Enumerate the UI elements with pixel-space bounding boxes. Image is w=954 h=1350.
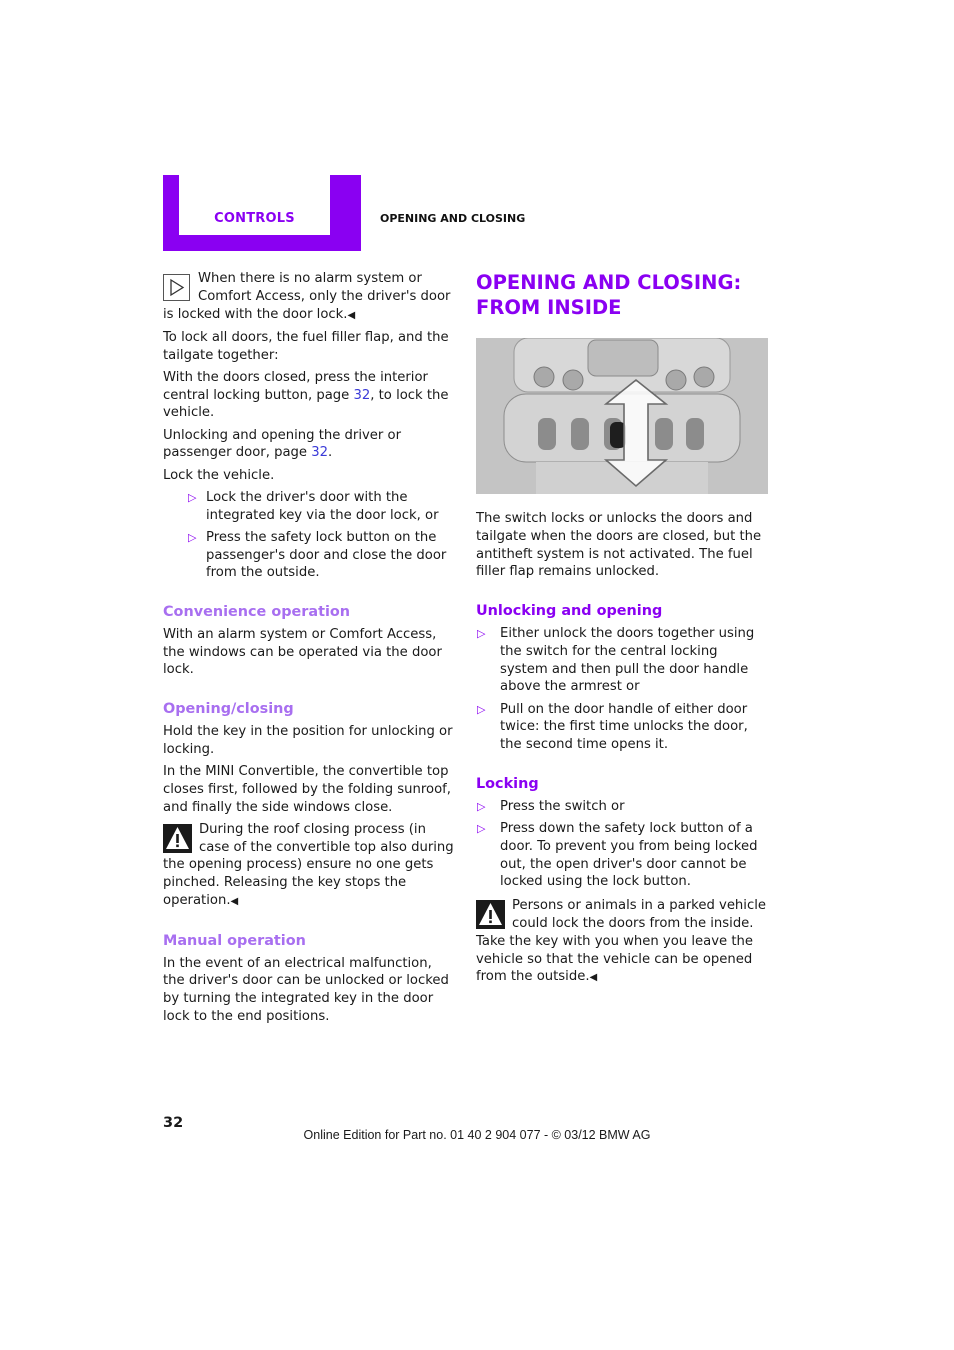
note-text: When there is no alarm system or Comfort Access, only the driver's door is locked with the door lock. [163,271,451,322]
central-locking-switch-photo [476,338,768,494]
warning-icon [163,824,192,853]
locking-list [476,798,768,891]
end-mark: ◀ [347,309,356,321]
manual-operation-heading: Manual operation [163,932,306,949]
lock-vehicle-text: Lock the vehicle. [163,467,275,483]
list-item-text: Lock the driver's door with the integrated key via the door lock, or [206,489,439,523]
list-item [476,798,768,816]
list-item-text: Either unlock the doors together using the switch for the central locking system and then pull the door handle above the armrest or [500,625,755,695]
manual-operation-text: In the event of an electrical malfunction, the driver's door can be unlocked or locked by turning the integrated key in the door lock to the end positions. [163,955,449,1025]
list-item [163,529,455,582]
list-item-text: Press the safety lock button on the passenger's door and close the door from the outside. [206,529,447,581]
section-tab [163,175,361,251]
triangle-bullet-icon: ▷ [477,626,486,640]
section-tab-inner [179,175,330,235]
unlocking-heading: Unlocking and opening [476,603,663,620]
opening-closing-heading: Opening/closing [163,701,294,718]
lock-options-list [163,489,455,582]
opening-closing-text-1: Hold the key in the position for unlocking or locking. [163,724,453,757]
unlocking-list [476,625,768,754]
note-paragraph [163,270,455,324]
page-number: 32 [163,1115,184,1131]
page-link[interactable]: 32 [353,387,371,403]
warning-paragraph [476,897,768,987]
end-mark: ◀ [589,972,598,984]
opening-closing-text-2: In the MINI Convertible, the convertible top closes first, followed by the folding sunroof, and finally the side windows close. [163,764,451,815]
footer-text: Online Edition for Part no. 01 40 2 904 077 - © 03/12 BMW AG [303,1128,651,1142]
lock-all-text [163,369,455,422]
page-link[interactable]: 32 [311,445,328,461]
warning-text: Persons or animals in a parked vehicle could lock the doors from the inside. Take the key with you when you leave the vehicle so that the vehicle can be opened from the outside. [476,898,766,985]
end-mark: ◀ [230,896,239,908]
convenience-text: With an alarm system or Comfort Access, the windows can be operated via the door lock. [163,626,442,678]
section-title-line-1: OPENING AND CLOSING: [476,271,742,294]
chapter-label: OPENING AND CLOSING [380,212,526,225]
warning-paragraph [163,821,455,911]
warning-icon [476,900,505,929]
triangle-bullet-icon: ▷ [477,799,486,813]
section-title-line-2: FROM INSIDE [476,296,622,319]
triangle-bullet-icon: ▷ [477,821,486,835]
triangle-bullet-icon: ▷ [188,490,197,504]
list-item [163,489,455,525]
triangle-bullet-icon: ▷ [188,530,197,544]
right-column [476,270,768,992]
triangle-bullet-icon: ▷ [477,702,486,716]
list-item-text: Pull on the door handle of either door twice: the first time unlocks the door, the second time opens it. [500,701,748,753]
section-title [476,270,768,320]
list-item [476,701,768,754]
left-column [163,270,455,1030]
lock-all-text-a: With the doors closed, press the interior central locking button, page [163,369,428,403]
list-item-text: Press down the safety lock button of a door. To prevent you from being locked out, the open driver's door cannot be locked using the lock button. [500,820,758,890]
lock-all-intro: To lock all doors, the fuel filler flap, and the tailgate together: [163,329,449,363]
note-icon [163,274,190,301]
lock-all-text-b: , to lock the vehicle. [163,387,449,421]
list-item-text: Press the switch or [500,798,625,814]
convenience-heading: Convenience operation [163,604,351,621]
list-item [476,820,768,891]
warning-text: During the roof closing process (in case of the convertible top also during the opening process) ensure no one gets pinched. Releasing the key stops the operation. [163,821,454,909]
switch-description: The switch locks or unlocks the doors and tailgate when the doors are closed, but the antitheft system is not activated. The fuel filler flap remains unlocked. [476,511,762,580]
list-item [476,625,768,696]
unlock-ref-text-b: . [328,445,333,461]
unlock-ref-text [163,427,455,463]
locking-heading: Locking [476,775,539,792]
unlock-ref-text-a: Unlocking and opening the driver or passenger door, page [163,427,402,461]
section-label: CONTROLS [214,211,295,226]
